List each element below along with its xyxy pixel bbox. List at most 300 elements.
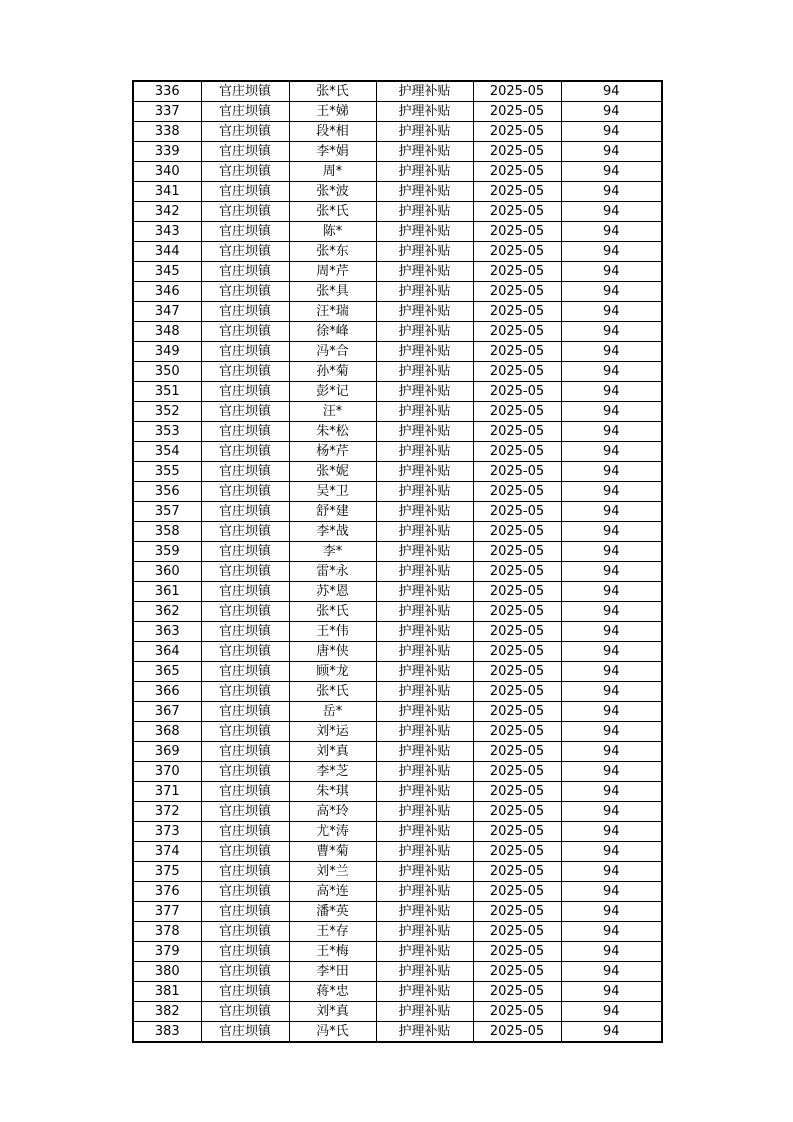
month-cell: 2025-05 — [473, 182, 561, 202]
subsidy-type-cell: 护理补贴 — [376, 902, 473, 922]
name-cell: 朱*琪 — [289, 782, 376, 802]
month-cell: 2025-05 — [473, 222, 561, 242]
subsidy-type-cell: 护理补贴 — [376, 482, 473, 502]
row-number: 376 — [133, 882, 201, 902]
table-row — [133, 362, 662, 382]
amount-cell: 94 — [561, 102, 662, 122]
subsidy-type-cell: 护理补贴 — [376, 1002, 473, 1022]
town-cell: 官庄坝镇 — [201, 1022, 289, 1043]
town-cell: 官庄坝镇 — [201, 242, 289, 262]
town-cell: 官庄坝镇 — [201, 982, 289, 1002]
town-cell: 官庄坝镇 — [201, 602, 289, 622]
name-cell: 朱*松 — [289, 422, 376, 442]
amount-cell: 94 — [561, 662, 662, 682]
town-cell: 官庄坝镇 — [201, 802, 289, 822]
table-row — [133, 1002, 662, 1022]
table-row — [133, 662, 662, 682]
amount-cell: 94 — [561, 282, 662, 302]
town-cell: 官庄坝镇 — [201, 762, 289, 782]
name-cell: 徐*峰 — [289, 322, 376, 342]
town-cell: 官庄坝镇 — [201, 142, 289, 162]
subsidy-type-cell: 护理补贴 — [376, 122, 473, 142]
amount-cell: 94 — [561, 742, 662, 762]
month-cell: 2025-05 — [473, 622, 561, 642]
subsidy-type-cell: 护理补贴 — [376, 642, 473, 662]
month-cell: 2025-05 — [473, 262, 561, 282]
town-cell: 官庄坝镇 — [201, 962, 289, 982]
row-number: 359 — [133, 542, 201, 562]
table-row — [133, 522, 662, 542]
amount-cell: 94 — [561, 602, 662, 622]
table-row — [133, 902, 662, 922]
name-cell: 刘*真 — [289, 742, 376, 762]
town-cell: 官庄坝镇 — [201, 262, 289, 282]
month-cell: 2025-05 — [473, 402, 561, 422]
name-cell: 顾*龙 — [289, 662, 376, 682]
table-row — [133, 822, 662, 842]
table-row — [133, 702, 662, 722]
name-cell: 张*波 — [289, 182, 376, 202]
row-number: 371 — [133, 782, 201, 802]
amount-cell: 94 — [561, 902, 662, 922]
amount-cell: 94 — [561, 982, 662, 1002]
month-cell: 2025-05 — [473, 282, 561, 302]
amount-cell: 94 — [561, 502, 662, 522]
subsidy-type-cell: 护理补贴 — [376, 1022, 473, 1043]
month-cell: 2025-05 — [473, 1022, 561, 1043]
month-cell: 2025-05 — [473, 562, 561, 582]
month-cell: 2025-05 — [473, 202, 561, 222]
town-cell: 官庄坝镇 — [201, 382, 289, 402]
table-row — [133, 202, 662, 222]
amount-cell: 94 — [561, 222, 662, 242]
table-row — [133, 722, 662, 742]
amount-cell: 94 — [561, 81, 662, 102]
name-cell: 段*相 — [289, 122, 376, 142]
name-cell: 曹*菊 — [289, 842, 376, 862]
amount-cell: 94 — [561, 782, 662, 802]
month-cell: 2025-05 — [473, 922, 561, 942]
row-number: 342 — [133, 202, 201, 222]
name-cell: 张*具 — [289, 282, 376, 302]
name-cell: 蒋*忠 — [289, 982, 376, 1002]
town-cell: 官庄坝镇 — [201, 442, 289, 462]
month-cell: 2025-05 — [473, 982, 561, 1002]
table-row — [133, 262, 662, 282]
amount-cell: 94 — [561, 582, 662, 602]
table-row — [133, 862, 662, 882]
town-cell: 官庄坝镇 — [201, 622, 289, 642]
table-row — [133, 842, 662, 862]
table-row — [133, 642, 662, 662]
table-row — [133, 222, 662, 242]
row-number: 353 — [133, 422, 201, 442]
table-row — [133, 442, 662, 462]
month-cell: 2025-05 — [473, 862, 561, 882]
month-cell: 2025-05 — [473, 942, 561, 962]
amount-cell: 94 — [561, 522, 662, 542]
town-cell: 官庄坝镇 — [201, 682, 289, 702]
amount-cell: 94 — [561, 542, 662, 562]
row-number: 345 — [133, 262, 201, 282]
month-cell: 2025-05 — [473, 542, 561, 562]
subsidy-type-cell: 护理补贴 — [376, 862, 473, 882]
subsidy-type-cell: 护理补贴 — [376, 81, 473, 102]
name-cell: 舒*建 — [289, 502, 376, 522]
row-number: 364 — [133, 642, 201, 662]
month-cell: 2025-05 — [473, 682, 561, 702]
row-number: 372 — [133, 802, 201, 822]
table-row — [133, 942, 662, 962]
subsidy-table — [132, 80, 663, 1043]
subsidy-type-cell: 护理补贴 — [376, 982, 473, 1002]
row-number: 339 — [133, 142, 201, 162]
subsidy-type-cell: 护理补贴 — [376, 702, 473, 722]
town-cell: 官庄坝镇 — [201, 322, 289, 342]
table-row — [133, 502, 662, 522]
name-cell: 张*氏 — [289, 682, 376, 702]
subsidy-type-cell: 护理补贴 — [376, 382, 473, 402]
town-cell: 官庄坝镇 — [201, 182, 289, 202]
table-row — [133, 102, 662, 122]
town-cell: 官庄坝镇 — [201, 502, 289, 522]
name-cell: 李*芝 — [289, 762, 376, 782]
month-cell: 2025-05 — [473, 582, 561, 602]
town-cell: 官庄坝镇 — [201, 922, 289, 942]
town-cell: 官庄坝镇 — [201, 482, 289, 502]
month-cell: 2025-05 — [473, 822, 561, 842]
month-cell: 2025-05 — [473, 1002, 561, 1022]
name-cell: 王*梅 — [289, 942, 376, 962]
row-number: 377 — [133, 902, 201, 922]
row-number: 379 — [133, 942, 201, 962]
row-number: 373 — [133, 822, 201, 842]
name-cell: 陈* — [289, 222, 376, 242]
table-row — [133, 682, 662, 702]
table-row — [133, 382, 662, 402]
subsidy-type-cell: 护理补贴 — [376, 922, 473, 942]
row-number: 338 — [133, 122, 201, 142]
table-row — [133, 402, 662, 422]
subsidy-type-cell: 护理补贴 — [376, 362, 473, 382]
town-cell: 官庄坝镇 — [201, 162, 289, 182]
month-cell: 2025-05 — [473, 962, 561, 982]
amount-cell: 94 — [561, 562, 662, 582]
table-row — [133, 142, 662, 162]
town-cell: 官庄坝镇 — [201, 81, 289, 102]
month-cell: 2025-05 — [473, 522, 561, 542]
subsidy-type-cell: 护理补贴 — [376, 462, 473, 482]
name-cell: 高*连 — [289, 882, 376, 902]
table-row — [133, 482, 662, 502]
subsidy-type-cell: 护理补贴 — [376, 322, 473, 342]
month-cell: 2025-05 — [473, 342, 561, 362]
subsidy-type-cell: 护理补贴 — [376, 422, 473, 442]
row-number: 378 — [133, 922, 201, 942]
row-number: 369 — [133, 742, 201, 762]
subsidy-type-cell: 护理补贴 — [376, 282, 473, 302]
town-cell: 官庄坝镇 — [201, 422, 289, 442]
subsidy-type-cell: 护理补贴 — [376, 222, 473, 242]
subsidy-type-cell: 护理补贴 — [376, 762, 473, 782]
amount-cell: 94 — [561, 1022, 662, 1043]
table-row — [133, 922, 662, 942]
town-cell: 官庄坝镇 — [201, 642, 289, 662]
name-cell: 张*氏 — [289, 202, 376, 222]
amount-cell: 94 — [561, 682, 662, 702]
subsidy-type-cell: 护理补贴 — [376, 562, 473, 582]
amount-cell: 94 — [561, 402, 662, 422]
name-cell: 汪*瑞 — [289, 302, 376, 322]
row-number: 340 — [133, 162, 201, 182]
table-body — [133, 81, 662, 1042]
month-cell: 2025-05 — [473, 462, 561, 482]
name-cell: 李*娟 — [289, 142, 376, 162]
amount-cell: 94 — [561, 702, 662, 722]
subsidy-type-cell: 护理补贴 — [376, 102, 473, 122]
name-cell: 张*氏 — [289, 81, 376, 102]
subsidy-type-cell: 护理补贴 — [376, 542, 473, 562]
month-cell: 2025-05 — [473, 142, 561, 162]
month-cell: 2025-05 — [473, 882, 561, 902]
name-cell: 王*存 — [289, 922, 376, 942]
table-row — [133, 762, 662, 782]
month-cell: 2025-05 — [473, 802, 561, 822]
name-cell: 高*玲 — [289, 802, 376, 822]
row-number: 357 — [133, 502, 201, 522]
table-row — [133, 462, 662, 482]
amount-cell: 94 — [561, 862, 662, 882]
table-row — [133, 582, 662, 602]
table-row — [133, 1022, 662, 1043]
row-number: 348 — [133, 322, 201, 342]
table-row — [133, 622, 662, 642]
row-number: 366 — [133, 682, 201, 702]
amount-cell: 94 — [561, 202, 662, 222]
row-number: 344 — [133, 242, 201, 262]
table-row — [133, 602, 662, 622]
row-number: 356 — [133, 482, 201, 502]
name-cell: 冯*合 — [289, 342, 376, 362]
row-number: 381 — [133, 982, 201, 1002]
row-number: 367 — [133, 702, 201, 722]
month-cell: 2025-05 — [473, 662, 561, 682]
name-cell: 岳* — [289, 702, 376, 722]
table-row — [133, 422, 662, 442]
name-cell: 张*妮 — [289, 462, 376, 482]
month-cell: 2025-05 — [473, 902, 561, 922]
amount-cell: 94 — [561, 1002, 662, 1022]
name-cell: 冯*氏 — [289, 1022, 376, 1043]
subsidy-type-cell: 护理补贴 — [376, 882, 473, 902]
subsidy-type-cell: 护理补贴 — [376, 742, 473, 762]
row-number: 354 — [133, 442, 201, 462]
town-cell: 官庄坝镇 — [201, 402, 289, 422]
table-row — [133, 342, 662, 362]
month-cell: 2025-05 — [473, 742, 561, 762]
name-cell: 孙*菊 — [289, 362, 376, 382]
amount-cell: 94 — [561, 762, 662, 782]
table-row — [133, 162, 662, 182]
name-cell: 苏*恩 — [289, 582, 376, 602]
subsidy-type-cell: 护理补贴 — [376, 782, 473, 802]
table-row — [133, 282, 662, 302]
subsidy-type-cell: 护理补贴 — [376, 502, 473, 522]
amount-cell: 94 — [561, 342, 662, 362]
name-cell: 吴*卫 — [289, 482, 376, 502]
name-cell: 王*伟 — [289, 622, 376, 642]
name-cell: 尤*涛 — [289, 822, 376, 842]
row-number: 341 — [133, 182, 201, 202]
row-number: 346 — [133, 282, 201, 302]
town-cell: 官庄坝镇 — [201, 862, 289, 882]
row-number: 368 — [133, 722, 201, 742]
town-cell: 官庄坝镇 — [201, 362, 289, 382]
row-number: 343 — [133, 222, 201, 242]
row-number: 351 — [133, 382, 201, 402]
row-number: 336 — [133, 81, 201, 102]
row-number: 352 — [133, 402, 201, 422]
table-row — [133, 982, 662, 1002]
subsidy-type-cell: 护理补贴 — [376, 842, 473, 862]
name-cell: 张*东 — [289, 242, 376, 262]
town-cell: 官庄坝镇 — [201, 662, 289, 682]
amount-cell: 94 — [561, 362, 662, 382]
row-number: 355 — [133, 462, 201, 482]
subsidy-type-cell: 护理补贴 — [376, 522, 473, 542]
name-cell: 李*田 — [289, 962, 376, 982]
amount-cell: 94 — [561, 242, 662, 262]
town-cell: 官庄坝镇 — [201, 302, 289, 322]
town-cell: 官庄坝镇 — [201, 562, 289, 582]
amount-cell: 94 — [561, 302, 662, 322]
name-cell: 李*战 — [289, 522, 376, 542]
row-number: 358 — [133, 522, 201, 542]
amount-cell: 94 — [561, 822, 662, 842]
row-number: 347 — [133, 302, 201, 322]
month-cell: 2025-05 — [473, 782, 561, 802]
subsidy-type-cell: 护理补贴 — [376, 262, 473, 282]
subsidy-type-cell: 护理补贴 — [376, 962, 473, 982]
town-cell: 官庄坝镇 — [201, 122, 289, 142]
name-cell: 刘*运 — [289, 722, 376, 742]
table-row — [133, 962, 662, 982]
town-cell: 官庄坝镇 — [201, 942, 289, 962]
row-number: 380 — [133, 962, 201, 982]
month-cell: 2025-05 — [473, 102, 561, 122]
table-row — [133, 242, 662, 262]
name-cell: 周* — [289, 162, 376, 182]
town-cell: 官庄坝镇 — [201, 742, 289, 762]
amount-cell: 94 — [561, 382, 662, 402]
month-cell: 2025-05 — [473, 362, 561, 382]
row-number: 365 — [133, 662, 201, 682]
subsidy-type-cell: 护理补贴 — [376, 682, 473, 702]
town-cell: 官庄坝镇 — [201, 342, 289, 362]
town-cell: 官庄坝镇 — [201, 222, 289, 242]
month-cell: 2025-05 — [473, 422, 561, 442]
row-number: 374 — [133, 842, 201, 862]
table-row — [133, 81, 662, 102]
name-cell: 刘*兰 — [289, 862, 376, 882]
name-cell: 李* — [289, 542, 376, 562]
amount-cell: 94 — [561, 922, 662, 942]
name-cell: 王*娣 — [289, 102, 376, 122]
table-row — [133, 542, 662, 562]
amount-cell: 94 — [561, 722, 662, 742]
table-row — [133, 742, 662, 762]
month-cell: 2025-05 — [473, 502, 561, 522]
month-cell: 2025-05 — [473, 382, 561, 402]
amount-cell: 94 — [561, 322, 662, 342]
table-row — [133, 302, 662, 322]
amount-cell: 94 — [561, 162, 662, 182]
row-number: 360 — [133, 562, 201, 582]
month-cell: 2025-05 — [473, 442, 561, 462]
subsidy-type-cell: 护理补贴 — [376, 242, 473, 262]
month-cell: 2025-05 — [473, 642, 561, 662]
amount-cell: 94 — [561, 142, 662, 162]
month-cell: 2025-05 — [473, 322, 561, 342]
amount-cell: 94 — [561, 462, 662, 482]
town-cell: 官庄坝镇 — [201, 202, 289, 222]
town-cell: 官庄坝镇 — [201, 542, 289, 562]
subsidy-type-cell: 护理补贴 — [376, 402, 473, 422]
name-cell: 刘*真 — [289, 1002, 376, 1022]
amount-cell: 94 — [561, 442, 662, 462]
subsidy-type-cell: 护理补贴 — [376, 302, 473, 322]
town-cell: 官庄坝镇 — [201, 902, 289, 922]
subsidy-type-cell: 护理补贴 — [376, 182, 473, 202]
row-number: 361 — [133, 582, 201, 602]
name-cell: 潘*英 — [289, 902, 376, 922]
subsidy-type-cell: 护理补贴 — [376, 162, 473, 182]
town-cell: 官庄坝镇 — [201, 842, 289, 862]
month-cell: 2025-05 — [473, 81, 561, 102]
subsidy-type-cell: 护理补贴 — [376, 722, 473, 742]
amount-cell: 94 — [561, 122, 662, 142]
amount-cell: 94 — [561, 622, 662, 642]
month-cell: 2025-05 — [473, 702, 561, 722]
subsidy-type-cell: 护理补贴 — [376, 622, 473, 642]
row-number: 382 — [133, 1002, 201, 1022]
subsidy-type-cell: 护理补贴 — [376, 442, 473, 462]
row-number: 349 — [133, 342, 201, 362]
row-number: 337 — [133, 102, 201, 122]
subsidy-type-cell: 护理补贴 — [376, 802, 473, 822]
table-row — [133, 322, 662, 342]
subsidy-type-cell: 护理补贴 — [376, 142, 473, 162]
name-cell: 周*芹 — [289, 262, 376, 282]
amount-cell: 94 — [561, 422, 662, 442]
table-row — [133, 882, 662, 902]
month-cell: 2025-05 — [473, 482, 561, 502]
month-cell: 2025-05 — [473, 842, 561, 862]
table-row — [133, 562, 662, 582]
row-number: 362 — [133, 602, 201, 622]
town-cell: 官庄坝镇 — [201, 822, 289, 842]
table-row — [133, 802, 662, 822]
row-number: 350 — [133, 362, 201, 382]
row-number: 370 — [133, 762, 201, 782]
amount-cell: 94 — [561, 842, 662, 862]
amount-cell: 94 — [561, 262, 662, 282]
town-cell: 官庄坝镇 — [201, 782, 289, 802]
amount-cell: 94 — [561, 642, 662, 662]
town-cell: 官庄坝镇 — [201, 282, 289, 302]
row-number: 363 — [133, 622, 201, 642]
amount-cell: 94 — [561, 882, 662, 902]
